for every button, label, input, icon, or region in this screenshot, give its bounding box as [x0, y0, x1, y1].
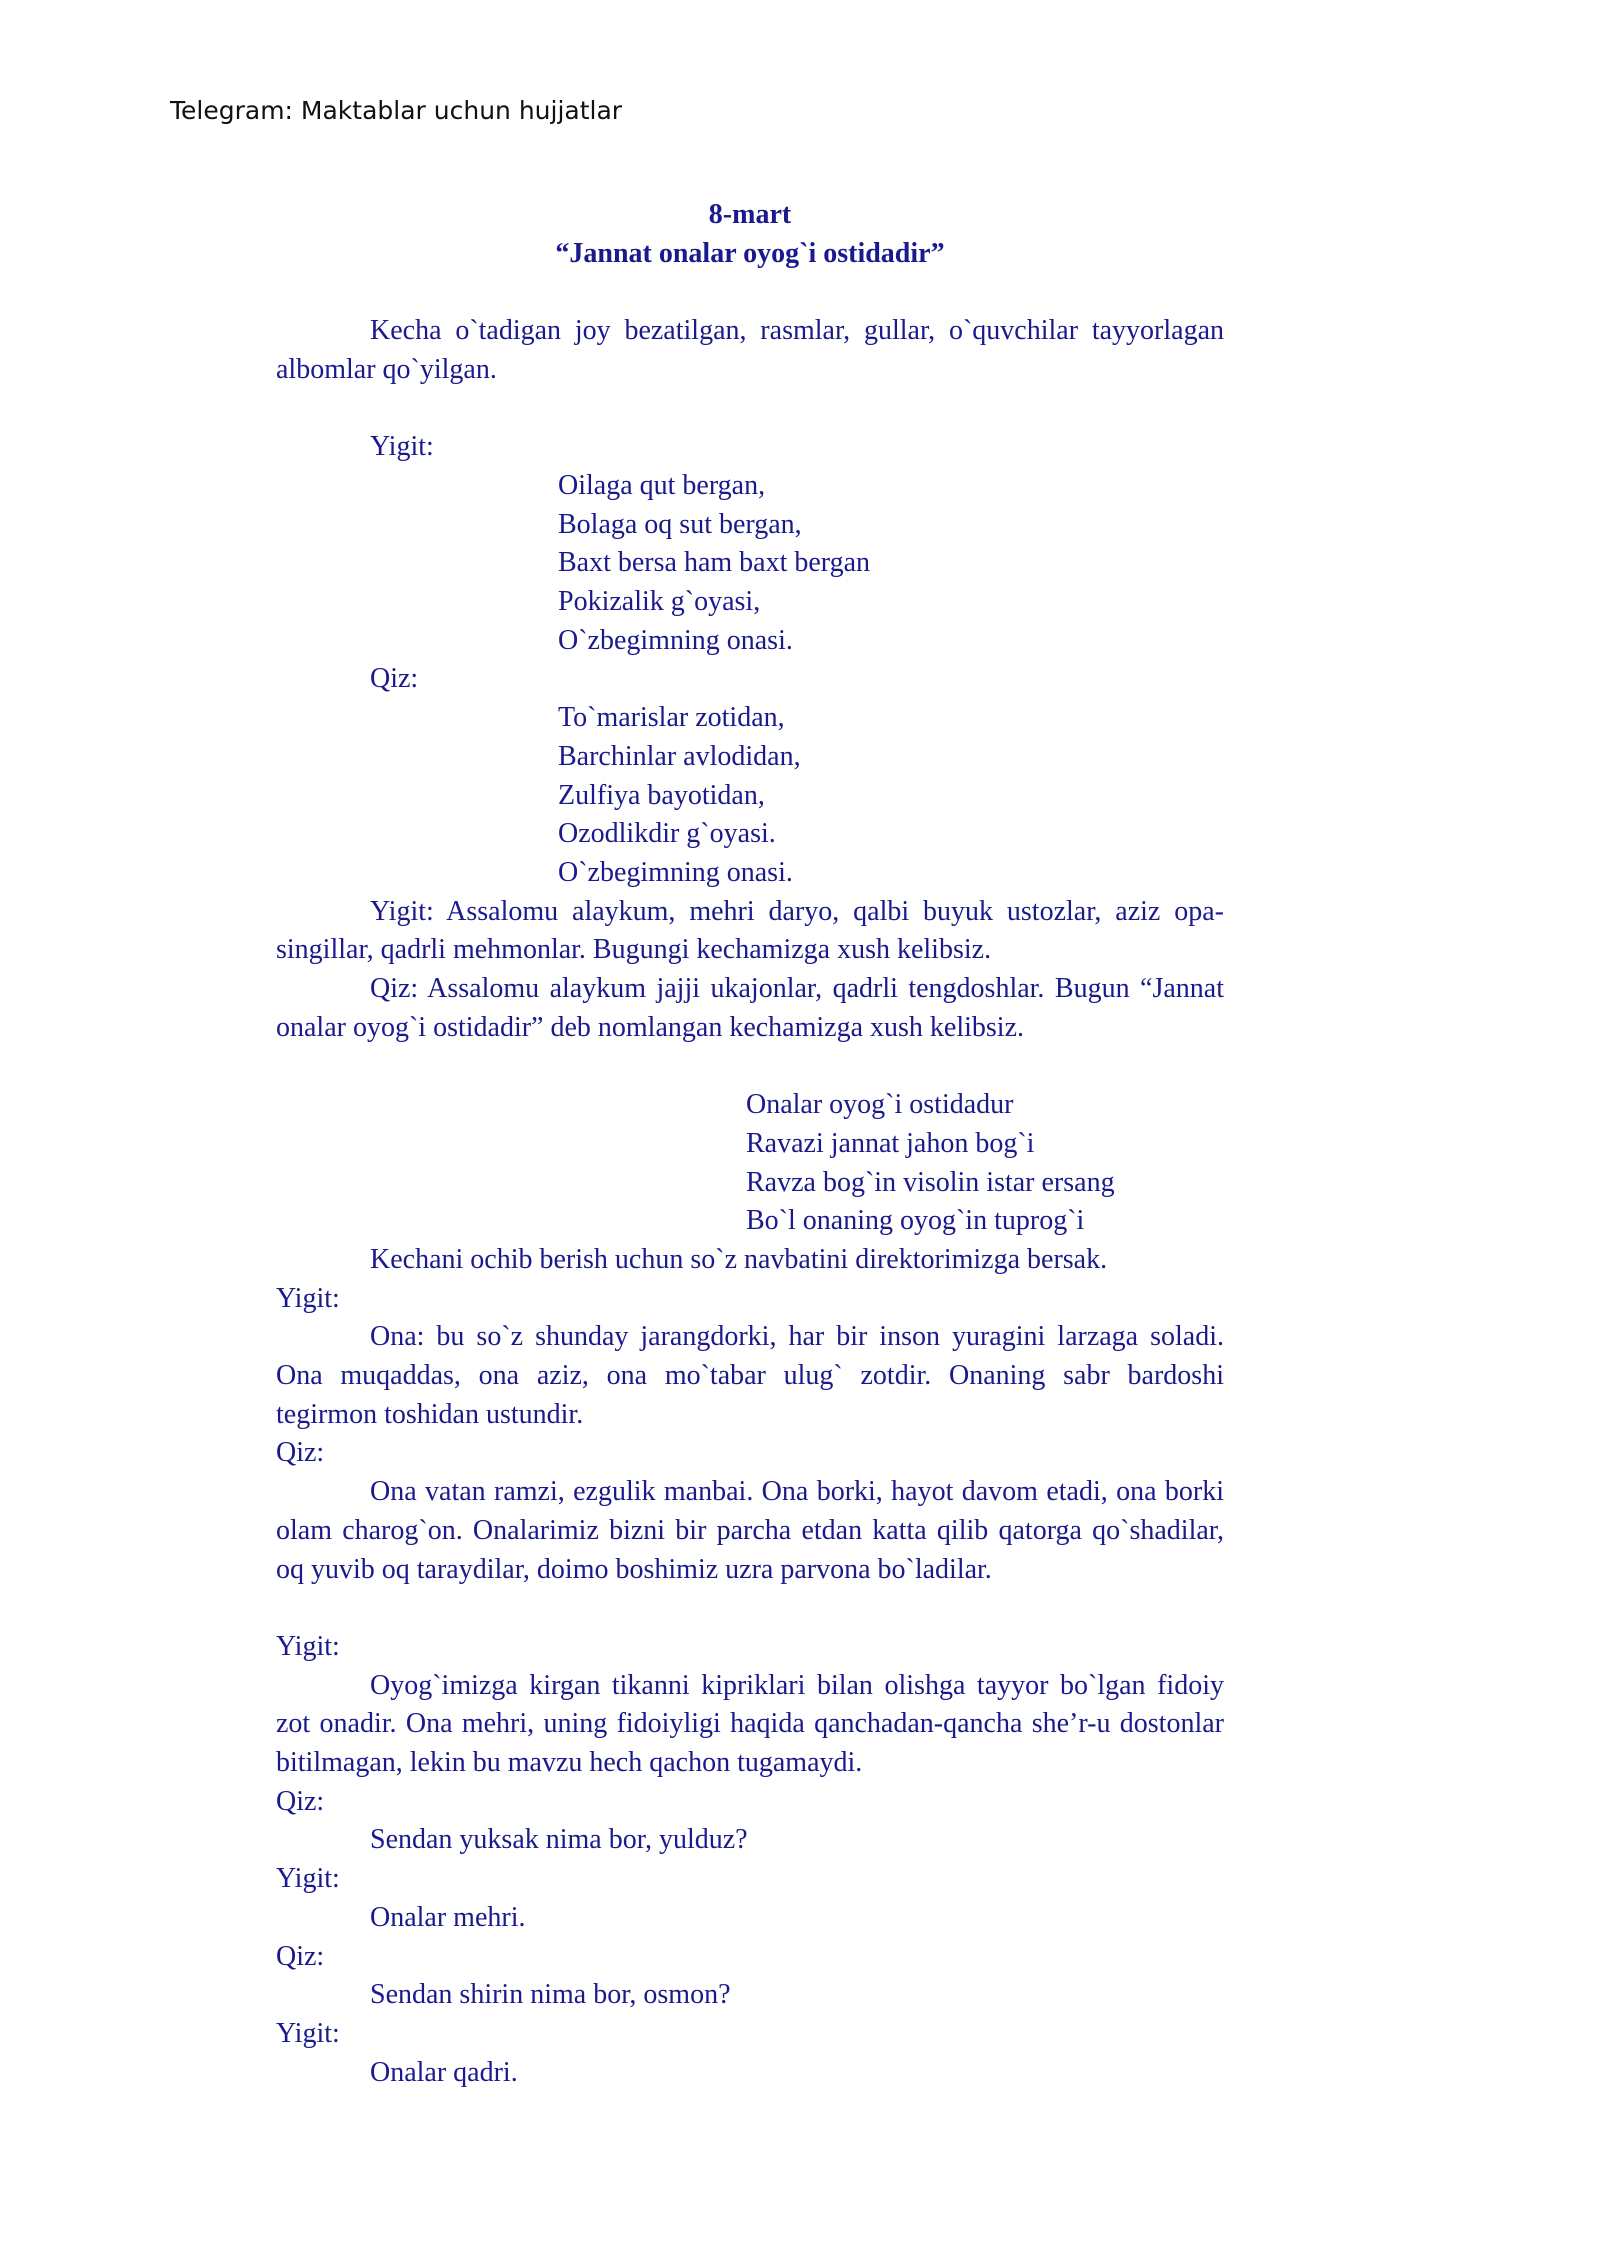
poem-line: Ozodlikdir g`oyasi.	[558, 818, 776, 850]
paragraph: Onalar mehri.	[370, 1901, 526, 1933]
speaker-label: Yigit:	[276, 1863, 340, 1895]
speaker-label: Yigit:	[276, 2017, 340, 2049]
speaker-label: Qiz:	[370, 663, 419, 695]
document-body	[276, 196, 1224, 2092]
paragraph: Oyog`imizga kirgan tikanni kipriklari bilan olishga tayyor bo`lgan fidoiy zot onadir. Ona mehri, uning fidoiyligi haqida qanchadan-qancha she’r-u dostonlar bitilmagan, lekin bu mavzu hech qachon tugamaydi.	[276, 1669, 1224, 1779]
page-header: Telegram: Maktablar uchun hujjatlar	[170, 96, 623, 125]
poem-line: Zulfiya bayotidan,	[558, 779, 765, 811]
poem-line: To`marislar zotidan,	[558, 702, 785, 734]
speaker-label: Qiz:	[276, 1940, 325, 1972]
poem-line: Bolaga oq sut bergan,	[558, 508, 802, 540]
poem-line: Barchinlar avlodidan,	[558, 740, 801, 772]
poem-line: O`zbegimning onasi.	[558, 856, 793, 888]
poem-line: Oilaga qut bergan,	[558, 469, 766, 501]
intro-paragraph: Kecha o`tadigan joy bezatilgan, rasmlar, gullar, o`quvchilar tayyorlagan albomlar qo`yilgan.	[276, 315, 1224, 385]
paragraph: Ona: bu so`z shunday jarangdorki, har bir inson yuragini larzaga soladi. Ona muqaddas, ona aziz, ona mo`tabar ulug` zotdir. Onaning sabr bardoshi tegirmon toshidan ustundir.	[276, 1321, 1224, 1430]
speaker-label: Yigit:	[370, 431, 434, 463]
poem-line: Bo`l onaning oyog`in tuprog`i	[746, 1205, 1085, 1237]
opening-line: Kechani ochib berish uchun so`z navbatini direktorimizga bersak.	[370, 1243, 1108, 1275]
paragraph: Ona vatan ramzi, ezgulik manbai. Ona borki, hayot davom etadi, ona borki olam charog`on. Onalarimiz bizni bir parcha etdan katta qilib qatorga qo`shadilar, oq yuvib oq taraydilar, doimo boshimiz uzra parvona bo`ladilar.	[276, 1476, 1224, 1585]
speaker-label: Yigit:	[276, 1630, 340, 1662]
poem-line: Baxt bersa ham baxt bergan	[558, 547, 871, 579]
title-line-2: “Jannat onalar oyog`i ostidadir”	[555, 237, 945, 269]
speaker-label: Qiz:	[276, 1785, 325, 1817]
poem-line: Onalar oyog`i ostidadur	[746, 1089, 1014, 1121]
poem-line: O`zbegimning onasi.	[558, 624, 793, 656]
poem-line: Ravazi jannat jahon bog`i	[746, 1127, 1035, 1159]
speaker-label: Qiz:	[276, 1437, 325, 1469]
greeting-paragraph: Qiz: Assalomu alaykum jajji ukajonlar, qadrli tengdoshlar. Bugun “Jannat onalar oyog`i ostidadir” deb nomlangan kechamizga xush kelibsiz.	[276, 973, 1224, 1043]
title-line-1: 8-mart	[708, 199, 792, 230]
paragraph: Sendan yuksak nima bor, yulduz?	[370, 1824, 748, 1856]
greeting-paragraph: Yigit: Assalomu alaykum, mehri daryo, qalbi buyuk ustozlar, aziz opa-singillar, qadrli mehmonlar. Bugungi kechamizga xush kelibsiz.	[276, 895, 1224, 966]
paragraph: Sendan shirin nima bor, osmon?	[370, 1979, 731, 2011]
paragraph: Onalar qadri.	[370, 2056, 518, 2088]
poem-line: Ravza bog`in visolin istar ersang	[746, 1166, 1115, 1198]
poem-line: Pokizalik g`oyasi,	[558, 586, 761, 617]
speaker-label: Yigit:	[276, 1282, 340, 1314]
